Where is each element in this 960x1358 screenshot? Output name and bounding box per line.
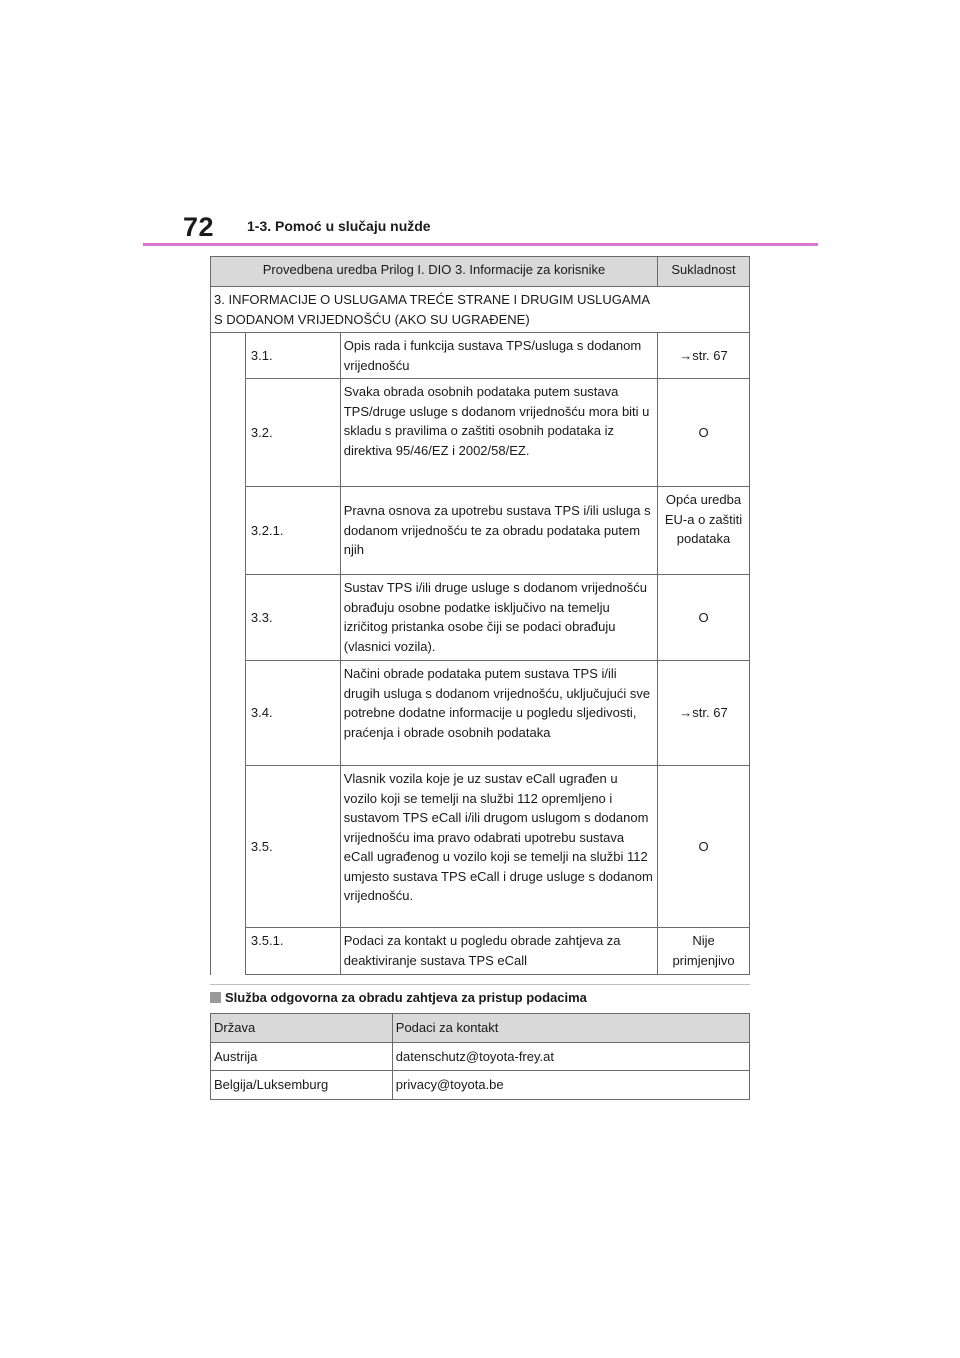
section-heading [211,287,750,333]
table-row [211,333,750,379]
row-number: 3.2. [245,379,340,487]
country-cell: Belgija/Luksemburg [211,1071,393,1100]
row-number: 3.2.1. [245,487,340,575]
row-compliance: O [658,379,750,487]
table-row [211,575,750,661]
table-row [211,1042,750,1071]
row-text: Podaci za kontakt u pogledu obrade zahtjeva za deaktiviranje sustava TPS eCall [340,928,657,975]
row-compliance: Opća uredba EU-a o zaštiti podataka [658,487,750,575]
section-heading-line2: S DODANOM VRIJEDNOŠĆU (AKO SU UGRAĐENE) [214,311,530,327]
row-compliance: O [658,766,750,928]
subsection-heading [210,990,587,1005]
row-text: Sustav TPS i/ili druge usluge s dodanom vrijednošću obrađuju osobne podatke isključivo na temelju izričitog pristanka osobe čiji se podaci obrađuju (vlasnici vozila). [340,575,657,661]
table-row [211,928,750,975]
row-number: 3.5.1. [245,928,340,975]
row-number: 3.5. [245,766,340,928]
indent-cell [211,333,246,975]
col-header-requirement: Provedbena uredba Prilog I. DIO 3. Informacije za korisnike [211,257,658,287]
row-compliance: O [658,575,750,661]
page-number: 72 [183,212,215,242]
row-number: 3.4. [245,661,340,766]
header-divider [143,243,818,246]
col-header-contact: Podaci za kontakt [392,1014,749,1043]
row-text: Vlasnik vozila koje je uz sustav eCall ugrađen u vozilo koji se temelji na službi 112 opremljeno i sustavom TPS eCall i/ili drugom uslugom s dodanom vrijednošću ima pravo odabrati upotrebu sustava eCall ugrađenog u vozilo koji se temelji na službi 112 umjesto sustava TPS eCall i druge usluge s dodanom vrijednošću. [340,766,657,928]
contact-email[interactable]: datenschutz@toyota-frey.at [392,1042,749,1071]
row-number: 3.1. [245,333,340,379]
row-text: Svaka obrada osobnih podataka putem sustava TPS/druge usluge s dodanom vrijednošću mora biti u skladu s pravilima o zaštiti osobnih podataka iz direktiva 95/46/EZ i 2002/58/EZ. [340,379,657,487]
col-header-compliance: Sukladnost [658,257,750,287]
table-row [211,487,750,575]
requirements-table [210,256,750,975]
section-title: 1-3. Pomoć u slučaju nužde [247,218,431,234]
col-header-country: Država [211,1014,393,1043]
row-text: Opis rada i funkcija sustava TPS/usluga s dodanom vrijednošću [340,333,657,379]
row-text: Pravna osnova za upotrebu sustava TPS i/ili usluga s dodanom vrijednošću te za obradu podataka putem njih [340,487,657,575]
row-number: 3.3. [245,575,340,661]
subsection-heading-text: Služba odgovorna za obradu zahtjeva za pristup podacima [225,990,587,1005]
section-heading-line1: 3. INFORMACIJE O USLUGAMA TREĆE STRANE I DRUGIM USLUGAMA [214,292,651,307]
contact-email[interactable]: privacy@toyota.be [392,1071,749,1100]
subsection-divider [210,984,750,985]
table-row [211,661,750,766]
contacts-table [210,1013,750,1100]
row-text: Načini obrade podataka putem sustava TPS i/ili drugih usluga s dodanom vrijednošću, uključujući sve potrebne dodatne informacije u pogledu sljedivosti, praćenja i obrade osobnih podataka [340,661,657,766]
row-compliance: →str. 67 [658,333,750,379]
table-row [211,1071,750,1100]
square-bullet-icon [210,992,221,1003]
table-row [211,766,750,928]
country-cell: Austrija [211,1042,393,1071]
row-compliance: Nije primjenjivo [658,928,750,975]
row-compliance: →str. 67 [658,661,750,766]
table-row [211,379,750,487]
